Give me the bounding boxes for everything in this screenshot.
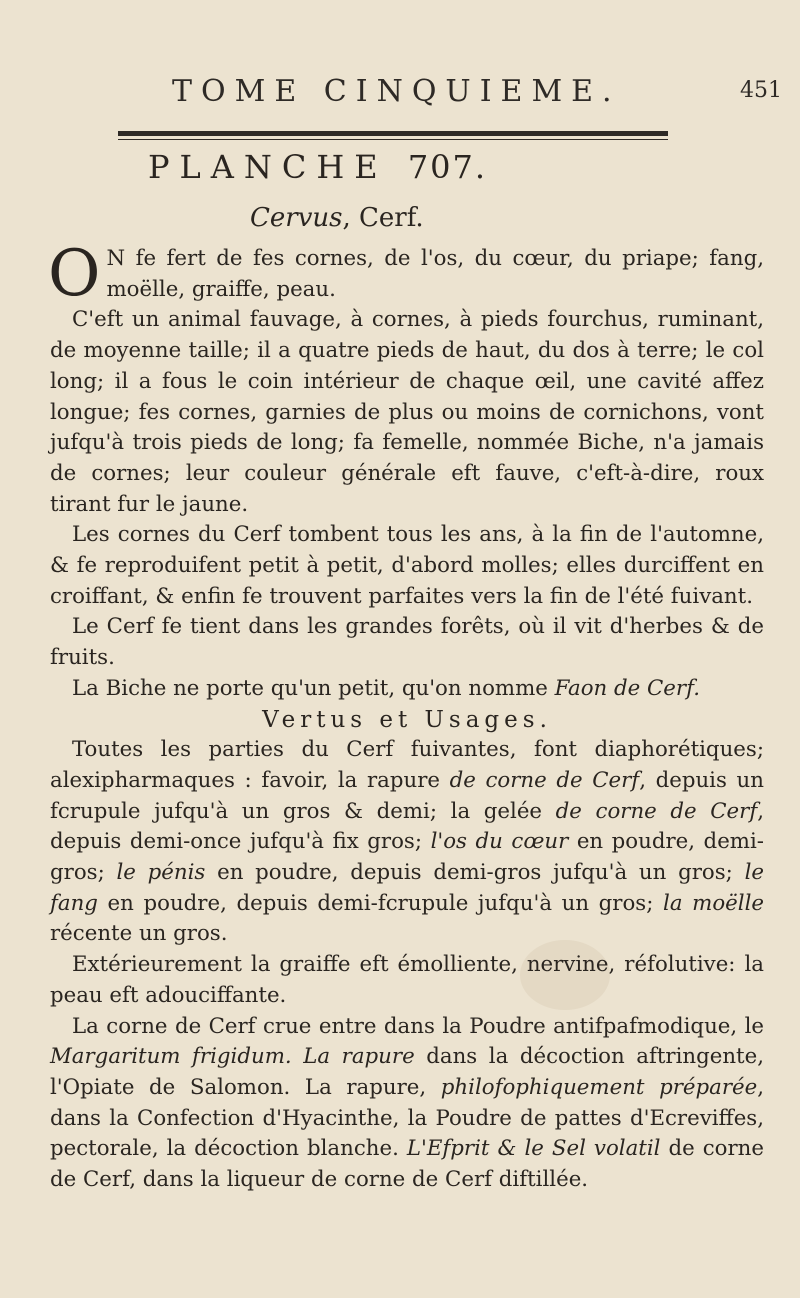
uses-text: , depuis un fcrupule jufqu'à un gros & demi; la gelée [50,767,764,824]
species-separator: , [342,203,351,233]
plate-label: PLANCHE [148,148,388,186]
uses-term: de corne de Cerf [555,798,758,824]
section-heading: Vertus et Usages. [262,706,552,733]
uses-text: récente un gros. [50,921,228,947]
prep-text: , dans la Confection d'Hyacinthe, la Poudre de pattes d'Ecreviffes, pectorale, la décoction blanche. [50,1074,764,1162]
species-french: Cerf. [350,203,424,233]
header-rule-thick [118,131,668,136]
prep-text: La corne de Cerf crue entre dans la Poudre antifpafmodique, le [72,1013,764,1039]
species-heading [250,203,424,233]
uses-term: la moëlle [663,890,764,916]
paragraph-habitat: Le Cerf fe tient dans les grandes forêts, où il vit d'herbes & de fruits. [50,614,764,671]
prep-text: de corne de Cerf, dans la liqueur de corne de Cerf diftillée. [50,1136,764,1193]
paragraph-description: C'eft un animal fauvage, à cornes, à pieds fourchus, ruminant, de moyenne taille; il a quatre pieds de haut, du dos à terre; le col long; il a fous le coin intérieur de chaque œil, une cavité affez longue; fes cornes, garnies de plus ou moins de cornichons, vont jufqu'à trois pieds de long; fa femelle, nommée Biche, n'a jamais de cornes; leur couleur générale eft fauve, c'eft-à-dire, roux tirant fur le jaune. [50,307,764,517]
article-body [48,237,764,1196]
paragraph-internal-uses [50,735,764,950]
prep-text: dans la décoction aftringente, l'Opiate de Salomon. La rapure, [50,1044,764,1100]
uses-text: en poudre, depuis demi-fcrupule jufqu'à un gros; [97,890,664,916]
uses-text: en poudre, demi-gros; [50,829,764,886]
fawn-term: Faon de Cerf. [554,675,700,701]
uses-text: Toutes les parties du Cerf fuivantes, font diaphorétiques; alexipharmaques : favoir, la rapure [50,737,764,793]
prep-term: philofophiquement préparée [440,1074,758,1100]
species-latin: Cervus [250,203,343,233]
fawn-text: La Biche ne porte qu'un petit, qu'on nomme [72,675,555,701]
plate-title [148,148,648,186]
paragraph-preparations [50,1012,764,1196]
running-title: TOME CINQUIEME. [172,74,621,109]
paragraph-antlers: Les cornes du Cerf tombent tous les ans, à la fin de l'automne, & fe reproduifent petit à petit, d'abord molles; elles durciffent en croiffant, & enfin fe trouvent parfaites vers la fin de l'été fuivant. [50,522,764,609]
prep-term: Margaritum frigidum. La rapure [50,1044,415,1070]
intro-text: N fe fert de fes cornes, de l'os, du cœur, du priape; fang, moëlle, graiffe, peau. [106,246,764,302]
paragraph-external-uses: Extérieurement la graiffe eft émolliente, nervine, réfolutive: la peau eft adouciffante. [50,952,764,1008]
page-number: 451 [740,78,782,103]
uses-text: en poudre, depuis demi-gros jufqu'à un gros; [205,860,745,886]
header-rule-thin [118,139,668,140]
uses-term: l'os du cœur [430,829,569,855]
prep-term: L'Efprit & le Sel volatil [406,1136,661,1162]
uses-term: le pénis [116,860,206,886]
uses-text: , depuis demi-once jufqu'à fix gros; [50,798,764,855]
drop-cap: O [48,237,101,311]
paragraph-fawn [50,674,764,705]
paragraph-intro [48,237,764,311]
uses-term: de corne de Cerf [449,767,640,793]
plate-number: 707. [407,148,488,186]
uses-term: le fang [50,860,764,916]
